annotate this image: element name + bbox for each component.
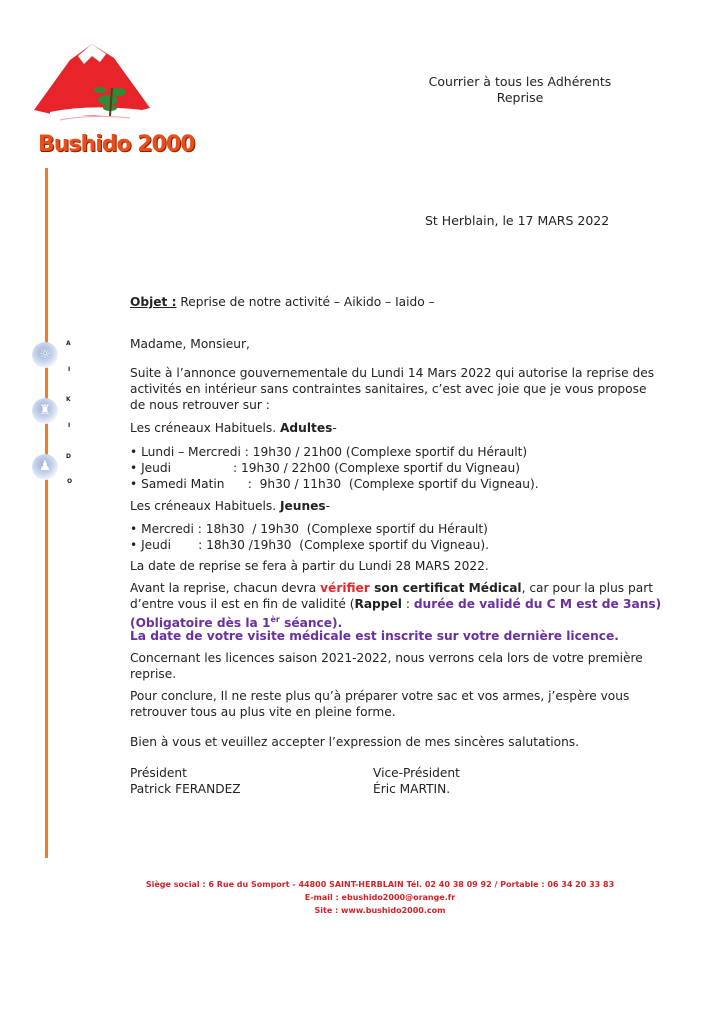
medical-certificate-bold: son certificat Médical <box>369 581 522 595</box>
vice-president-name: Éric MARTIN. <box>373 782 451 796</box>
adults-slot: • Samedi Matin : 9h30 / 11h30 (Complexe sportif du Vigneau). <box>130 477 539 491</box>
youth-heading-prefix: Les créneaux Habituels. <box>130 499 280 513</box>
medical-line-2 <box>130 596 661 612</box>
youth-heading-bold: Jeunes <box>279 499 326 513</box>
youth-slot: • Jeudi : 18h30 /19h30 (Complexe sportif du Vigneau). <box>130 538 489 552</box>
conclusion-line-2: retrouver tous au plus vite en pleine forme. <box>130 705 396 719</box>
sun-emblem-icon: ☼ <box>32 342 58 368</box>
adults-slot: • Jeudi : 19h30 / 22h00 (Complexe sportif du Vigneau) <box>130 461 520 475</box>
medical-text: Avant la reprise, chacun devra <box>130 581 321 595</box>
medical-validity-highlight: durée de validé du C M est de 3ans) <box>413 597 662 611</box>
header-recipients: Courrier à tous les Adhérents <box>428 74 612 89</box>
youth-slot: • Mercredi : 18h30 / 19h30 (Complexe sportif du Hérault) <box>130 522 488 536</box>
adults-heading-bold: Adultes <box>279 421 333 435</box>
footer-address: Siège social : 6 Rue du Somport - 44800 SAINT-HERBLAIN Tél. 02 40 38 09 92 / Portable : 06 34 20 33 83 <box>145 880 615 889</box>
adults-heading-suffix: - <box>332 421 337 435</box>
place-date: St Herblain, le 17 MARS 2022 <box>425 213 610 228</box>
logo-text: Bushido 2000 <box>38 132 195 157</box>
object-label: Objet : <box>130 295 177 309</box>
medical-reminder-bold: Rappel <box>354 597 402 611</box>
medical-text: , car pour la plus part <box>521 581 654 595</box>
side-letter: A <box>66 340 71 347</box>
medical-verify-highlight: vérifier <box>320 581 370 595</box>
intro-line-3: de nous retrouver sur : <box>130 398 270 412</box>
adults-heading <box>130 420 337 436</box>
adults-slot: • Lundi – Mercredi : 19h30 / 21h00 (Complexe sportif du Hérault) <box>130 445 528 459</box>
president-name: Patrick FERANDEZ <box>130 782 241 796</box>
side-letter: I <box>68 422 71 429</box>
restart-date: La date de reprise se fera à partir du Lundi 28 MARS 2022. <box>130 559 489 573</box>
licences-line-2: reprise. <box>130 667 177 681</box>
object-text: Reprise de notre activité – Aikido – Iaido – <box>176 295 435 309</box>
footer-website: Site : www.bushido2000.com <box>314 906 446 915</box>
president-title: Président <box>130 766 187 780</box>
intro-line-1: Suite à l’annonce gouvernementale du Lundi 14 Mars 2022 qui autorise la reprise des <box>130 366 655 380</box>
medical-mandatory-text: (Obligatoire dès la 1 <box>130 616 271 631</box>
side-letter: O <box>67 478 73 485</box>
conclusion-line-1: Pour conclure, Il ne reste plus qu’à préparer votre sac et vos armes, j’espère vous <box>130 689 630 703</box>
header-subject: Reprise <box>496 90 544 105</box>
licences-line-1: Concernant les licences saison 2021-2022, nous verrons cela lors de votre première <box>130 651 643 665</box>
salutation: Madame, Monsieur, <box>130 337 250 351</box>
object-line <box>130 294 435 310</box>
vice-president-title: Vice-Président <box>373 766 460 780</box>
medical-text: d’entre vous il est en fin de validité ( <box>130 597 355 611</box>
intro-line-2: activités en intérieur sans contraintes sanitaires, c’est avec joie que je vous propose <box>130 382 647 396</box>
margin-vertical-line <box>45 168 48 858</box>
medical-mandatory-text: séance). <box>279 616 343 631</box>
medical-line-1 <box>130 580 653 596</box>
medical-superscript: èr <box>270 615 280 624</box>
youth-heading-suffix: - <box>325 499 331 513</box>
adults-heading-prefix: Les créneaux Habituels. <box>130 421 280 435</box>
medical-text: : <box>401 597 414 611</box>
standing-figure-icon: ♟ <box>32 454 58 480</box>
footer-email: E-mail : ebushido2000@orange.fr <box>304 893 456 902</box>
side-letter: I <box>68 366 71 373</box>
kneeling-figure-icon: ♜ <box>32 398 58 424</box>
youth-heading <box>130 498 330 514</box>
side-letter: D <box>66 453 71 460</box>
side-letter: K <box>66 396 71 403</box>
medical-line-4: La date de votre visite médicale est inscrite sur votre dernière licence. <box>130 629 619 643</box>
closing-salutation: Bien à vous et veuillez accepter l’expression de mes sincères salutations. <box>130 735 580 749</box>
